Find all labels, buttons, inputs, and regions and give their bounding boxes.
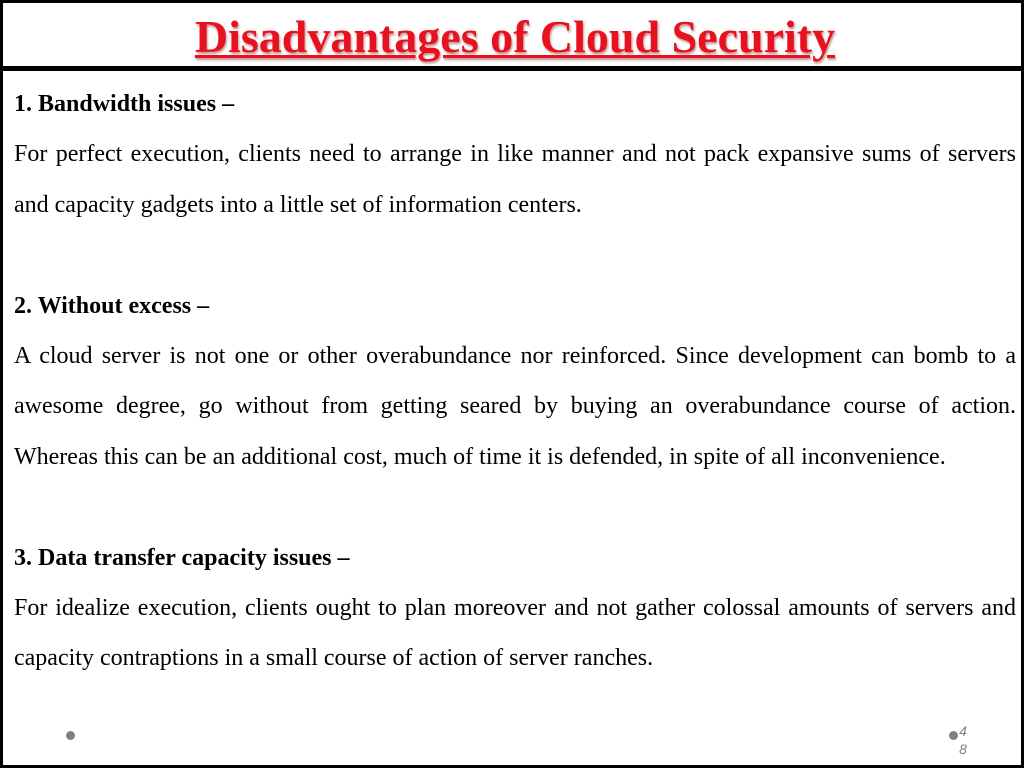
section-bandwidth-issues [14,79,1016,230]
section-body: A cloud server is not one or other overabundance nor reinforced. Since development can bomb to a awesome degree, go without from getting seared by buying an overabundance course of action. Whereas this can be an additional cost, much of time it is defended, in spite of all inconvenience. [14,343,1016,470]
title-band [3,3,1024,67]
footer-dot-left [66,731,75,740]
section-spacer [14,482,1016,532]
title-divider [3,66,1024,71]
slide-content [14,79,1016,684]
section-body: For perfect execution, clients need to arrange in like manner and not pack expansive sums of servers and capacity gadgets into a little set of information centers. [14,141,1016,218]
section-heading: 1. Bandwidth issues – [14,91,235,117]
section-data-transfer-capacity [14,533,1016,684]
section-spacer [14,230,1016,280]
section-heading: 2. Without excess – [14,292,210,319]
section-without-excess [14,281,1016,483]
page-number-line2: 8 [959,741,967,757]
slide-title: Disadvantages of Cloud Security [194,11,836,62]
section-heading: 3. Data transfer capacity issues – [14,544,350,571]
page-number-line1: 4 [959,723,967,739]
page-number [955,722,971,758]
section-body: For idealize execution, clients ought to plan moreover and not gather colossal amounts of servers and capacity contraptions in a small course of action of server ranches. [14,595,1016,672]
